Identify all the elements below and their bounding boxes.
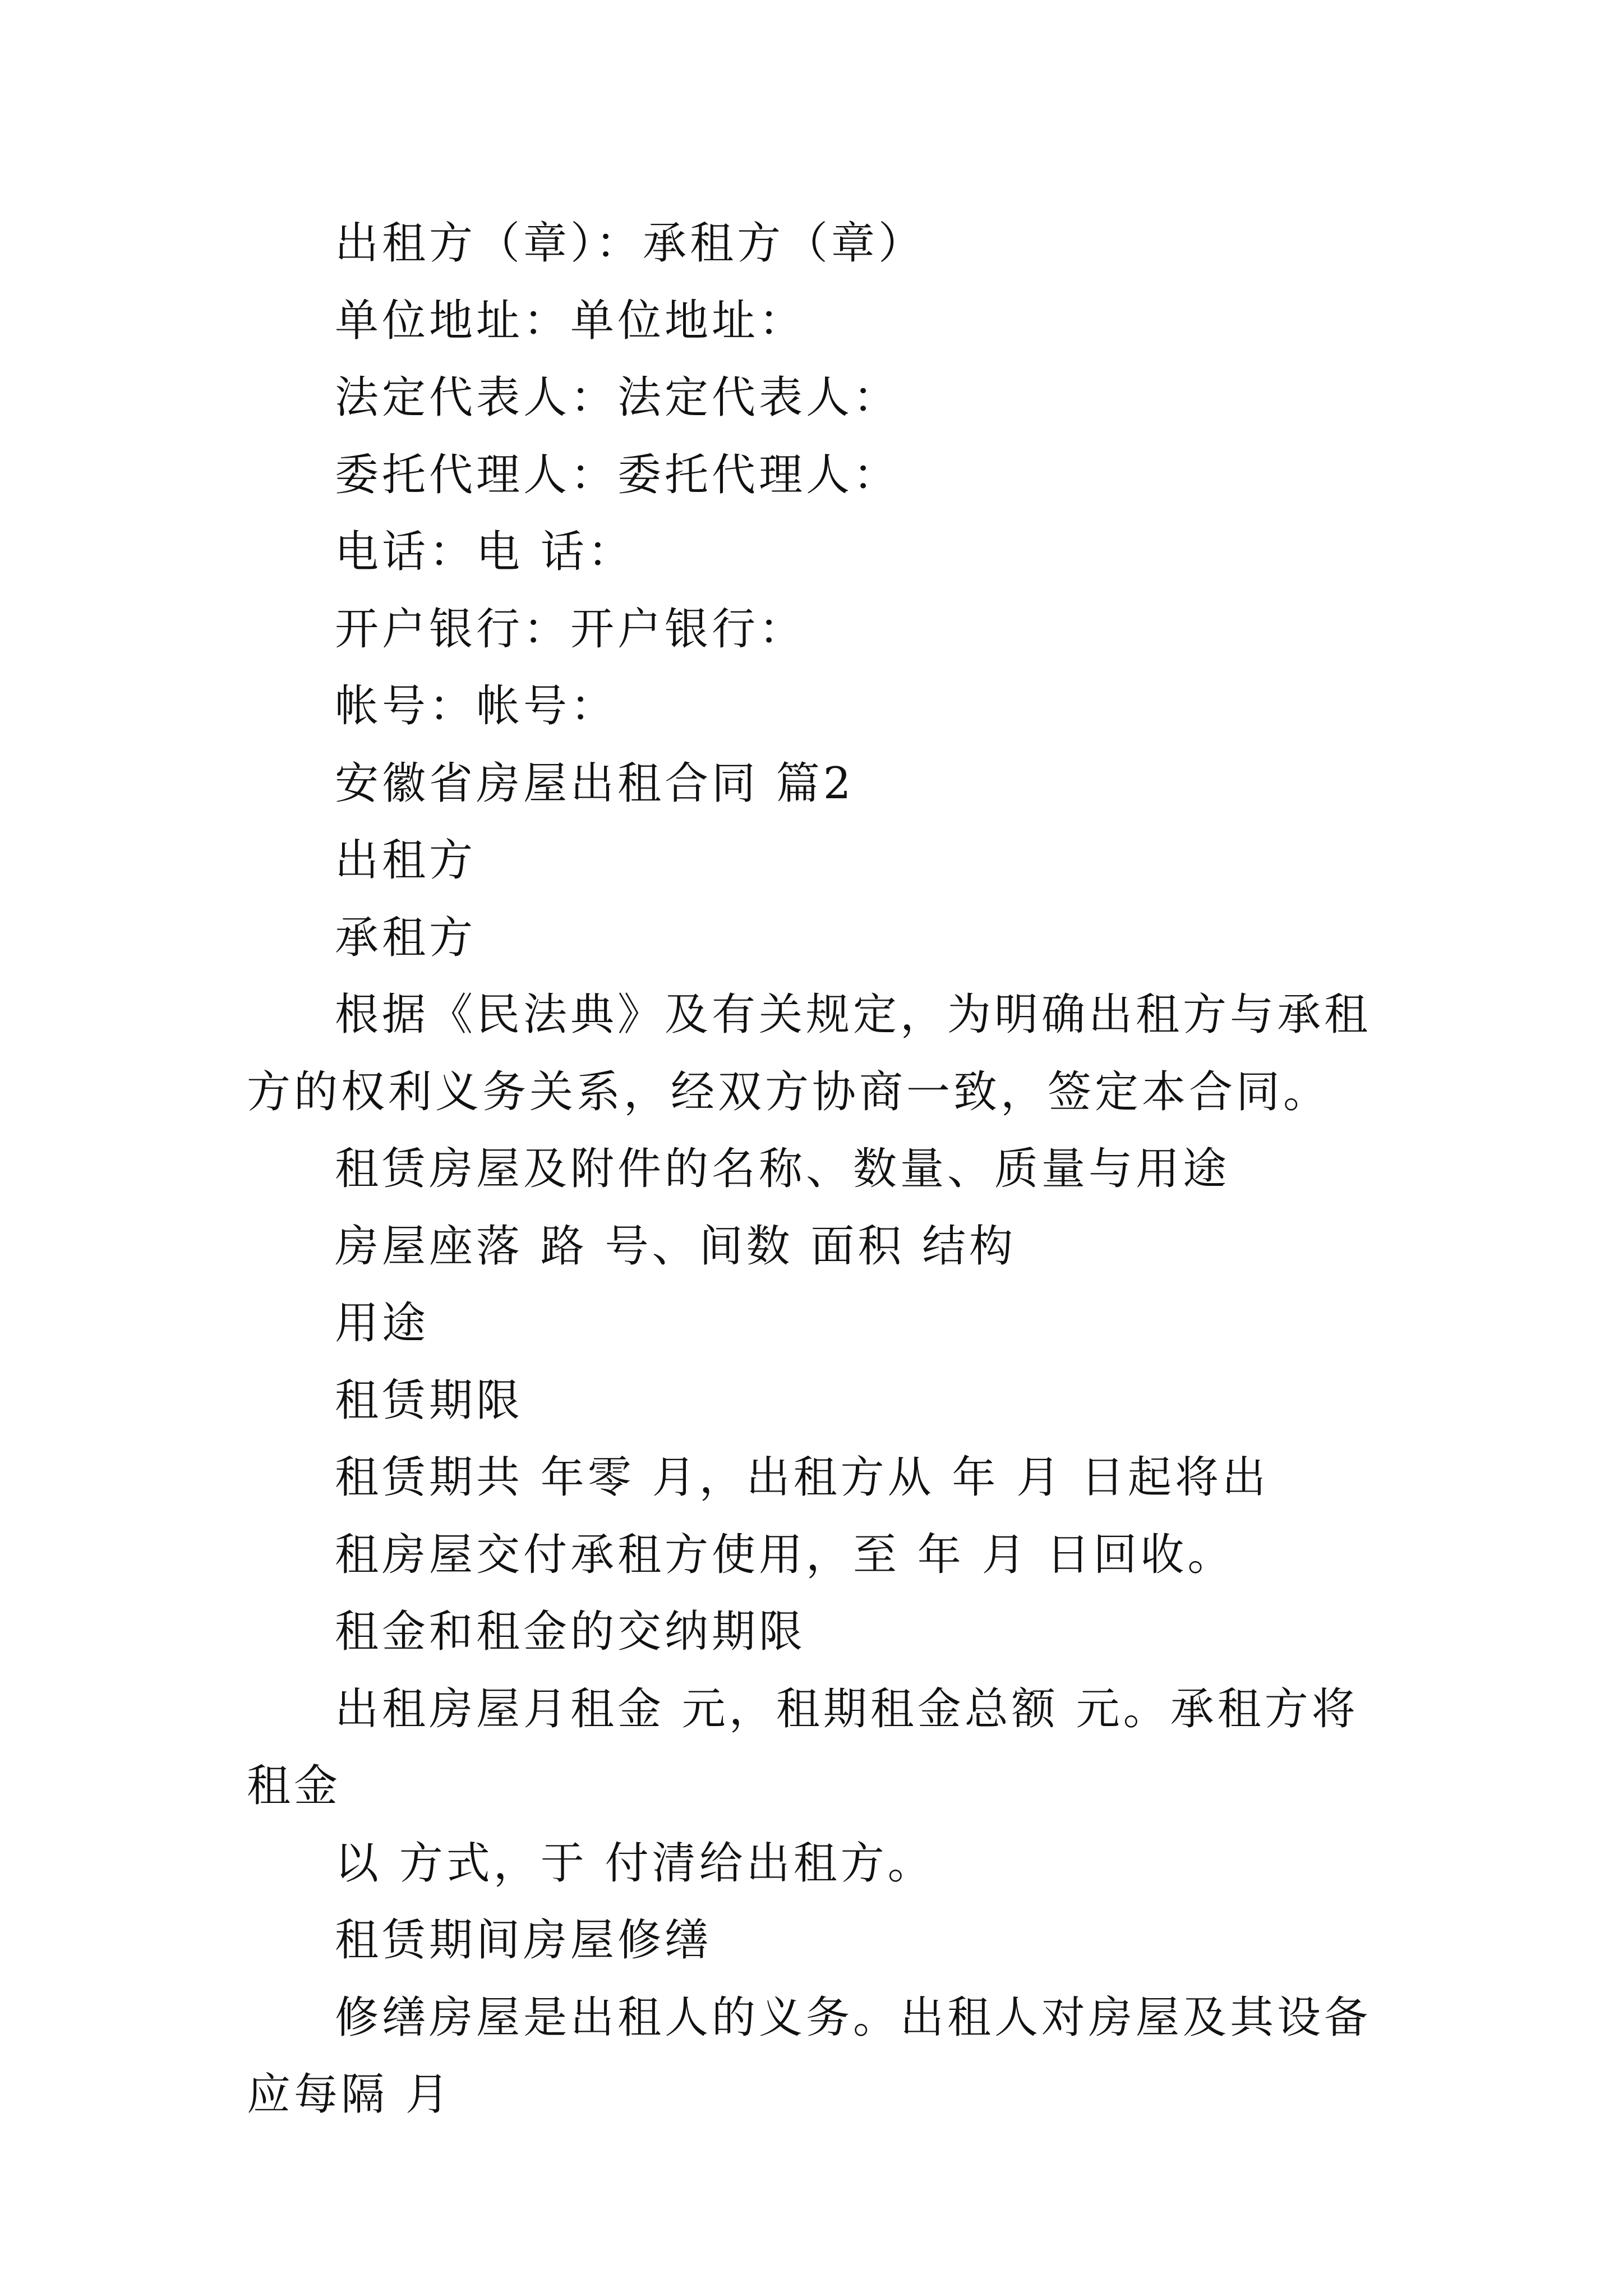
lessee-line: 承租方 [335,912,477,963]
clause-heading-repairs: 租赁期间房屋修缮 [335,1915,712,1966]
term-line-2: 租房屋交付承租方使用，至 年 月 日回收。 [335,1529,1235,1580]
repairs-paragraph: 修缮房屋是出租人的义务。出租人对房屋及其设备应每隔 月 [247,1992,1372,2120]
contract-text [247,205,1391,2134]
rent-line-2: 以 方式，于 付清给出租方。 [335,1838,935,1889]
bank-line: 开户银行：开户银行： [335,604,806,655]
clause-heading-rent: 租金和租金的交纳期限 [335,1607,806,1657]
preamble-paragraph: 根据《民法典》及有关规定，为明确出租方与承租方的权利义务关系，经双方协商一致，签定本合同。 [247,990,1372,1117]
lessor-line: 出租方 [335,835,477,886]
signatory-line: 出租方（章）：承租方（章） [335,218,926,269]
agent-line: 委托代理人：委托代理人： [335,449,901,500]
legal-representative-line: 法定代表人：法定代表人： [335,372,901,423]
section-title: 安徽省房屋出租合同 篇2 [335,758,855,809]
clause-heading-premises: 租赁房屋及附件的名称、数量、质量与用途 [335,1144,1230,1194]
premises-location-line: 房屋座落 路 号、间数 面积 结构 [335,1221,1017,1272]
usage-line: 用途 [335,1298,430,1349]
rent-line-1: 出租房屋月租金 元，租期租金总额 元。承租方将租金 [247,1683,1359,1811]
phone-line: 电话：电 话： [335,527,635,577]
clause-heading-term: 租赁期限 [335,1375,524,1426]
account-line: 帐号：帐号： [335,681,618,731]
address-line: 单位地址：单位地址： [335,295,806,346]
term-line-1: 租赁期共 年零 月，出租方从 年 月 日起将出 [335,1452,1269,1503]
